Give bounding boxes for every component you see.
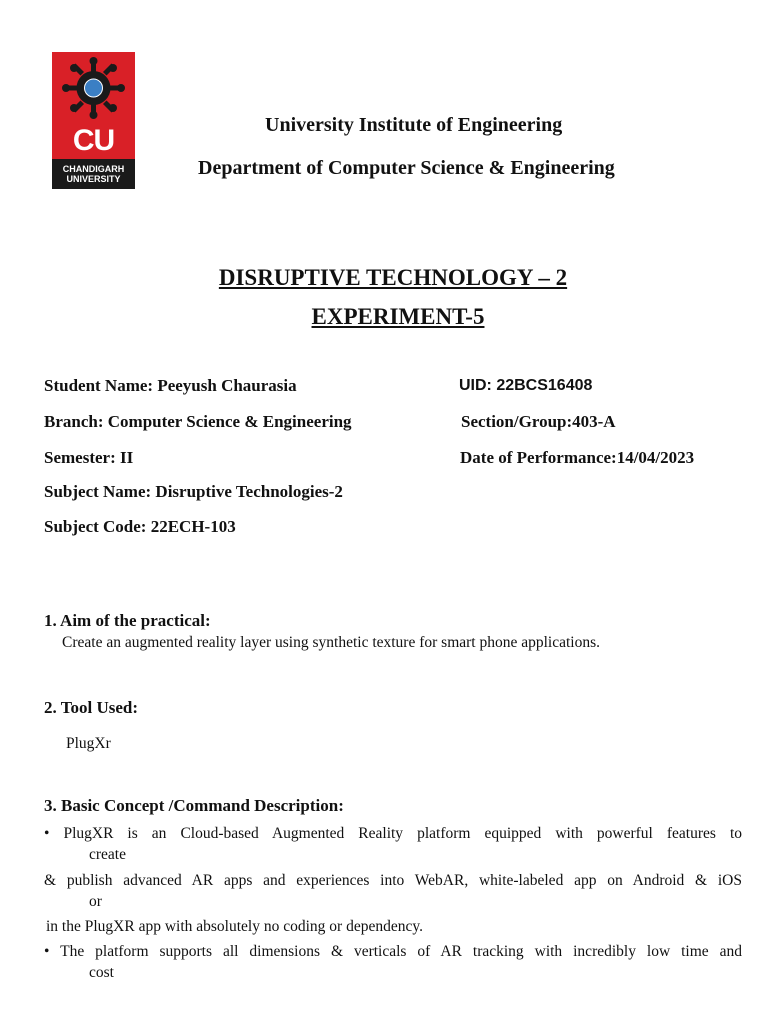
experiment-title: EXPERIMENT-5 [311, 304, 485, 329]
aim-text: Create an augmented reality layer using synthetic texture for smart phone applications. [62, 634, 601, 651]
concept-line-1b: create [89, 846, 126, 863]
concept-heading: 3. Basic Concept /Command Description: [44, 796, 344, 815]
course-title: DISRUPTIVE TECHNOLOGY – 2 [218, 265, 568, 290]
university-logo [52, 52, 135, 189]
aim-heading: 1. Aim of the practical: [44, 611, 211, 630]
branch: Branch: Computer Science & Engineering [44, 412, 352, 431]
subject-name: Subject Name: Disruptive Technologies-2 [44, 482, 343, 501]
student-name: Student Name: Peeyush Chaurasia [44, 376, 297, 395]
gear-emblem-icon [52, 52, 135, 124]
section-group: Section/Group:403-A [461, 412, 616, 431]
department-name: Department of Computer Science & Engineering [198, 157, 615, 179]
date-of-performance: Date of Performance:14/04/2023 [460, 448, 695, 467]
semester: Semester: II [44, 448, 134, 467]
institute-name: University Institute of Engineering [265, 114, 563, 136]
concept-line-2b: or [89, 893, 102, 910]
tool-heading: 2. Tool Used: [44, 698, 138, 717]
logo-line-2: UNIVERSITY [66, 174, 121, 184]
logo-line-1: CHANDIGARH [62, 164, 125, 174]
concept-line-1: • PlugXR is an Cloud-based Augmented Reality platform equipped with powerful features to [44, 825, 742, 842]
concept-line-4b: cost [89, 964, 114, 981]
concept-line-4: • The platform supports all dimensions & verticals of AR tracking with incredibly low time and [44, 943, 742, 960]
concept-line-2: & publish advanced AR apps and experiences into WebAR, white-labeled app on Android & iOS [44, 872, 742, 889]
logo-initials: CU [72, 124, 115, 157]
subject-code: Subject Code: 22ECH-103 [44, 517, 236, 536]
student-uid: UID: 22BCS16408 [459, 377, 593, 394]
logo-wordmark [52, 159, 135, 189]
concept-line-3: in the PlugXR app with absolutely no coding or dependency. [46, 918, 423, 935]
tool-text: PlugXr [66, 735, 111, 752]
